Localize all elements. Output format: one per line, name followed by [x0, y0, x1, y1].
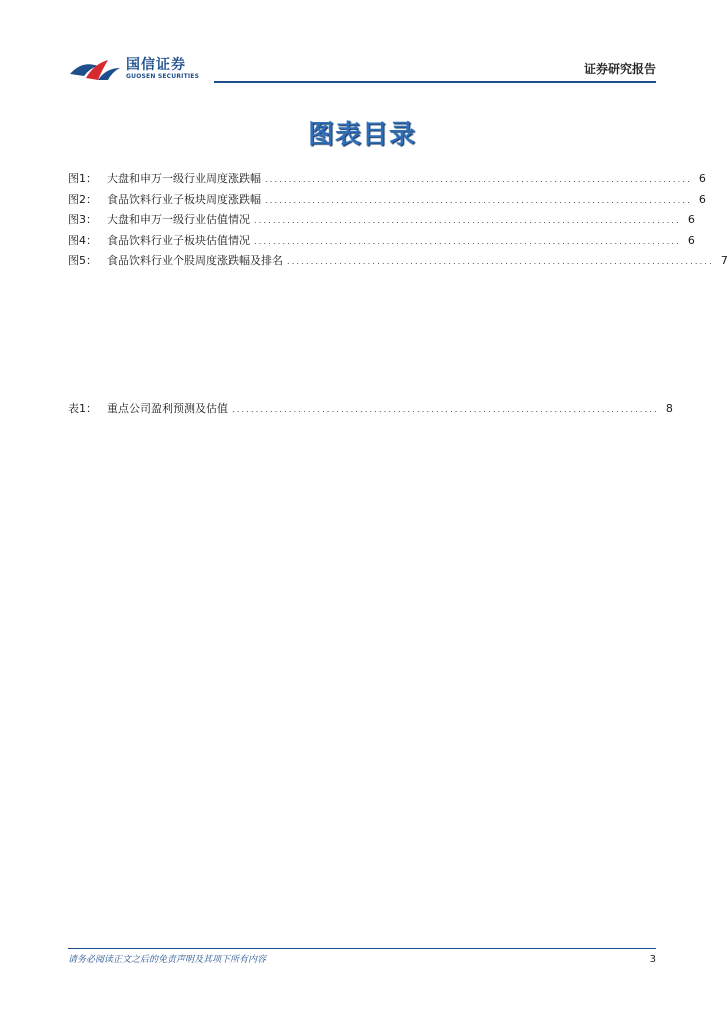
toc-entry-figure-2[interactable]: [68, 191, 706, 212]
toc-entry-label: 食品饮料行业子板块估值情况: [107, 233, 250, 247]
toc-entry-page: 6: [687, 233, 695, 247]
toc-entry-label: 食品饮料行业个股周度涨跌幅及排名: [107, 254, 283, 267]
report-type-label: 证券研究报告: [583, 62, 656, 76]
toc-entry-number: 图4：: [68, 233, 97, 247]
toc-entry-table-1[interactable]: [68, 400, 673, 421]
toc-entry-number: 图3：: [68, 213, 97, 226]
toc-entry-number: 图1：: [68, 172, 97, 185]
toc-entry-number: 图2：: [68, 192, 97, 206]
toc-entry-page: 6: [698, 172, 706, 185]
toc-entry-figure-4[interactable]: [68, 232, 695, 253]
toc-dot-leader: ..........................................................................................: [265, 175, 692, 184]
toc-dot-leader: ..........................................................................................: [287, 257, 714, 266]
toc-entry-number: 表1：: [68, 402, 97, 415]
logo-chinese-name: 国信证券: [126, 57, 186, 73]
toc-entry-page: 7: [720, 254, 728, 267]
table-list: [68, 400, 673, 421]
toc-dot-leader: ..........................................................................................: [254, 236, 681, 246]
figure-list: [68, 170, 728, 273]
header-divider: [214, 81, 656, 83]
toc-entry-figure-3[interactable]: [68, 211, 695, 232]
toc-entry-number: 图5：: [68, 254, 97, 267]
toc-entry-page: 6: [698, 192, 706, 206]
toc-dot-leader: ..........................................................................................: [232, 405, 659, 414]
page-header: [68, 50, 656, 84]
logo-english-name: GUOSEN SECURITIES: [126, 73, 200, 80]
footer-disclaimer: 请务必阅读正文之后的免责声明及其项下所有内容: [68, 955, 267, 965]
toc-dot-leader: ..........................................................................................: [265, 195, 692, 205]
toc-entry-label: 大盘和申万一级行业估值情况: [107, 213, 250, 226]
toc-entry-label: 大盘和申万一级行业周度涨跌幅: [107, 172, 261, 185]
toc-entry-figure-5[interactable]: [68, 252, 728, 273]
toc-title: 图表目录: [307, 120, 416, 150]
toc-entry-label: 重点公司盈利预测及估值: [107, 402, 228, 415]
toc-entry-label: 食品饮料行业子板块周度涨跌幅: [107, 192, 261, 206]
company-logo: [68, 52, 218, 82]
footer-page-number: 3: [649, 954, 656, 965]
toc-entry-page: 6: [687, 213, 695, 226]
toc-entry-figure-1[interactable]: [68, 170, 706, 191]
footer-divider: [68, 948, 656, 949]
toc-entry-page: 8: [665, 402, 673, 415]
toc-dot-leader: ..........................................................................................: [254, 216, 681, 225]
guosen-logo-icon: [68, 52, 122, 82]
